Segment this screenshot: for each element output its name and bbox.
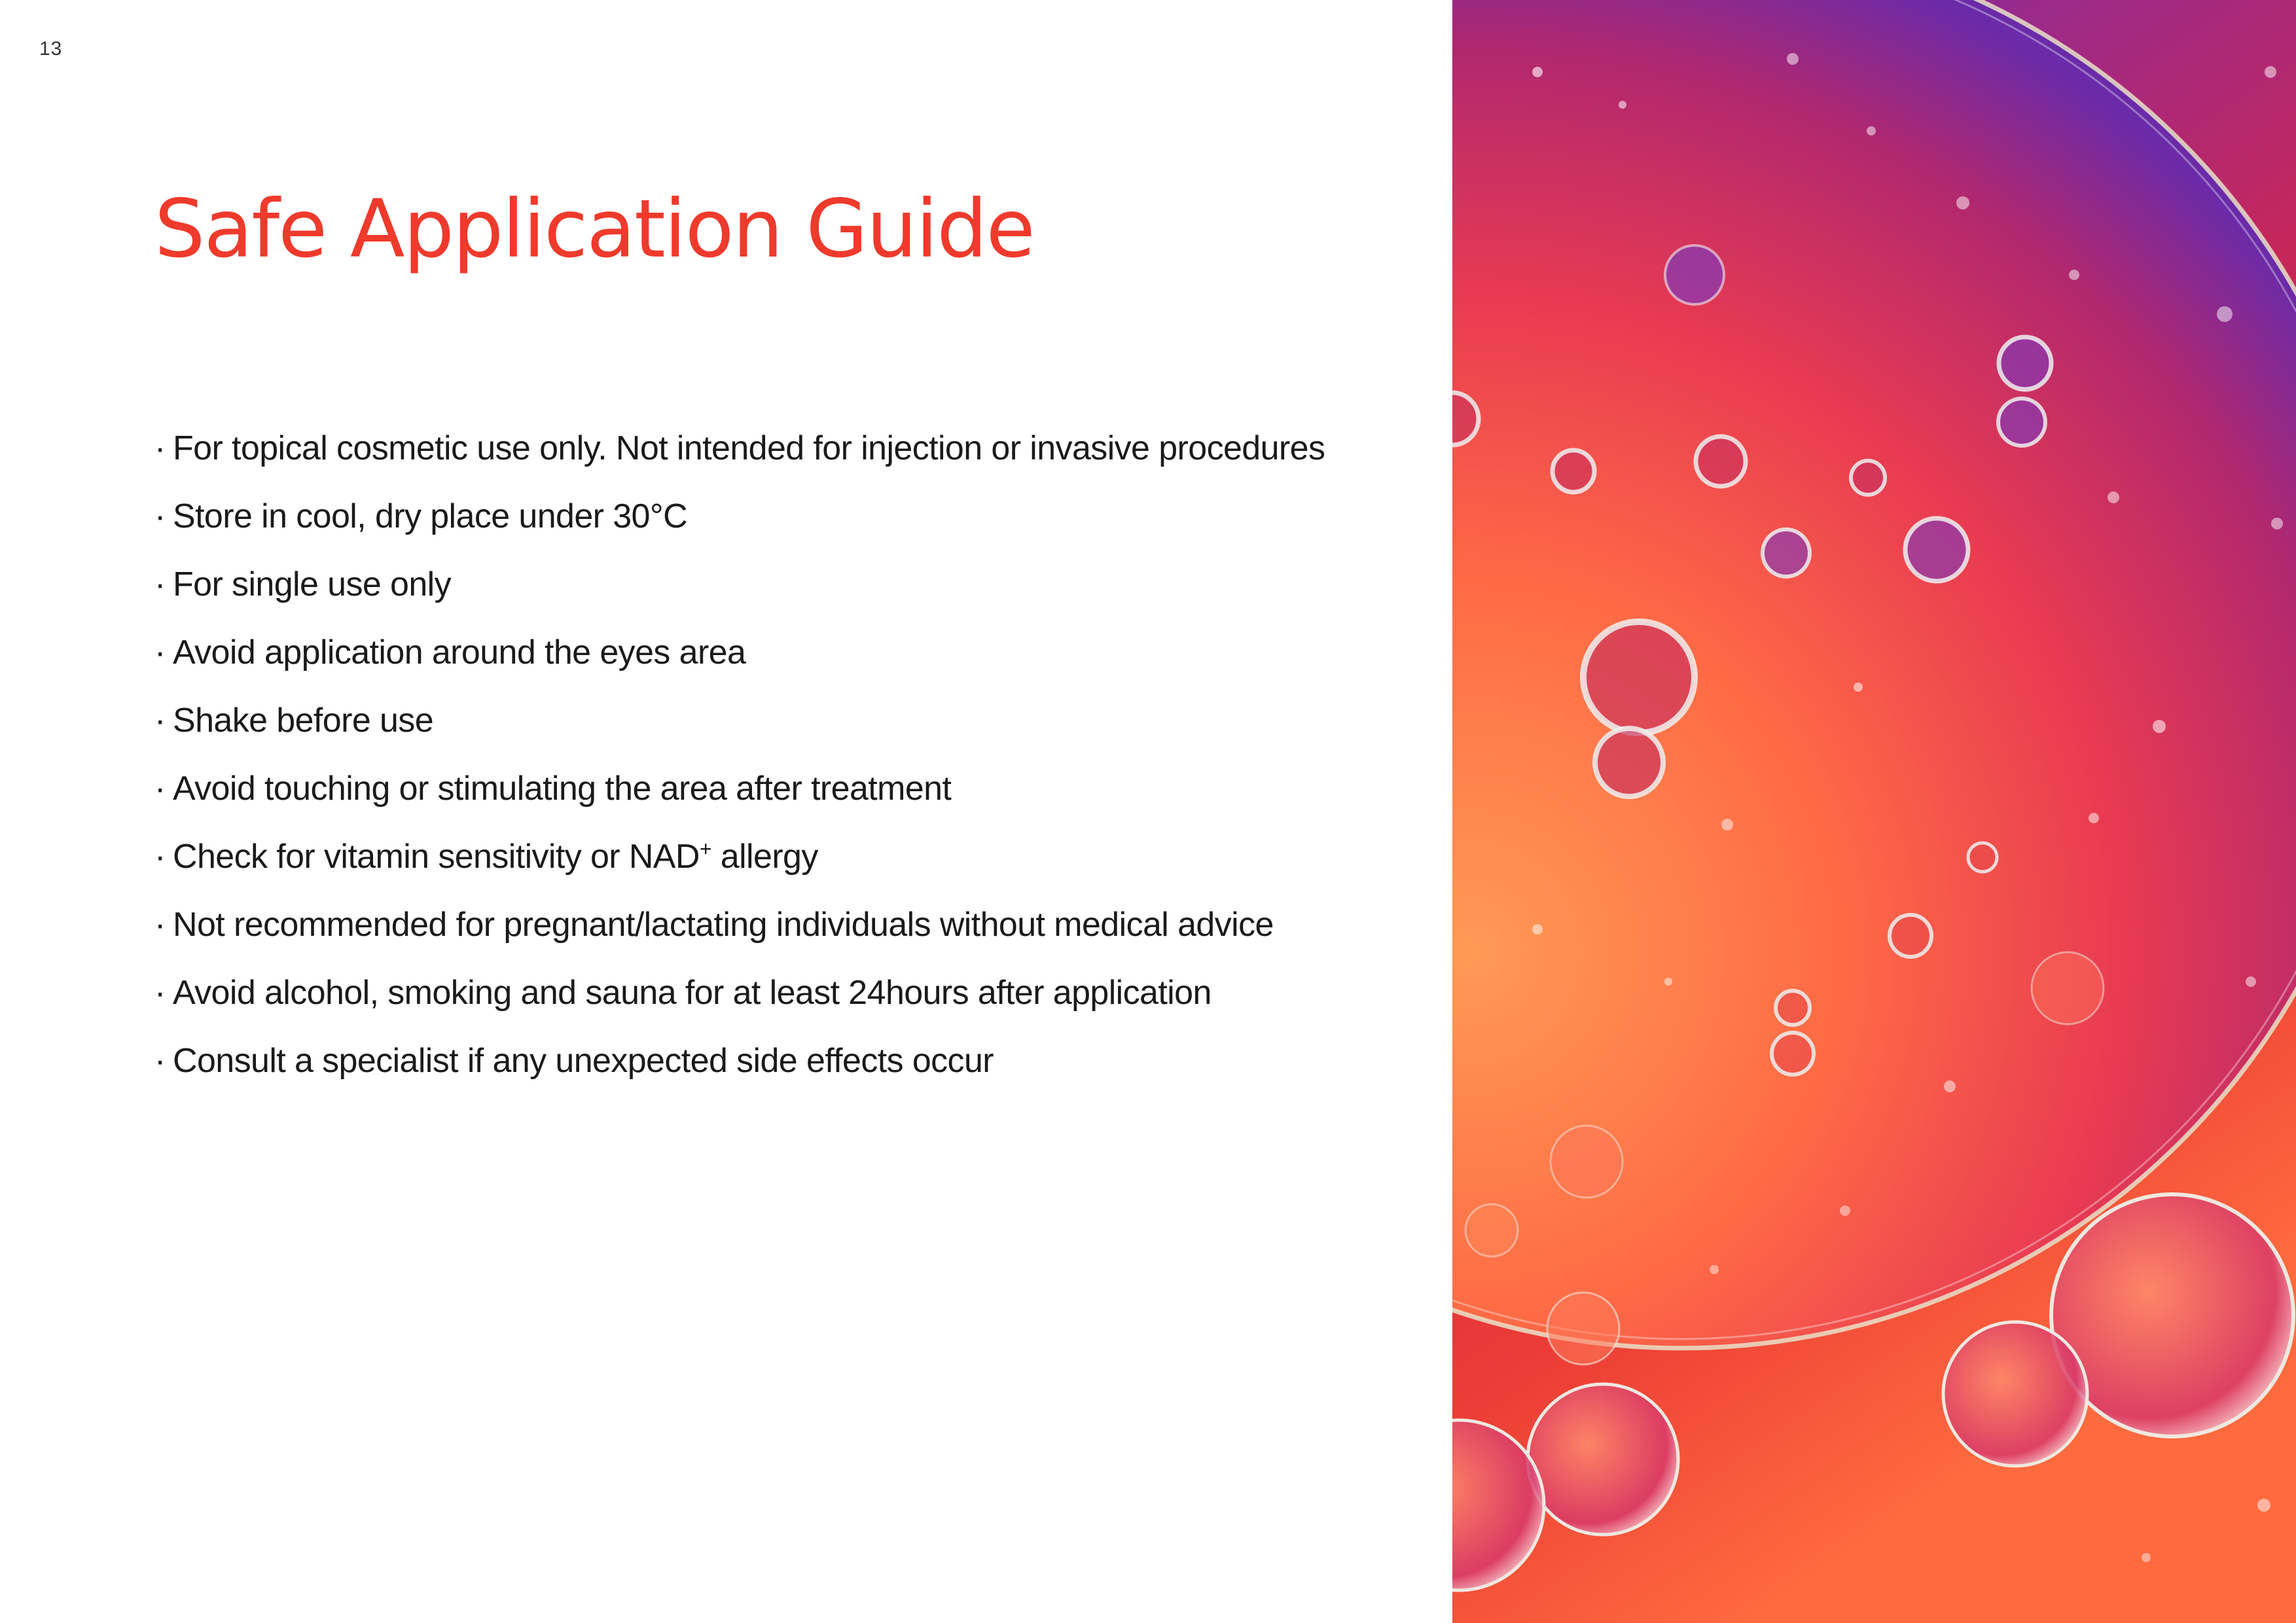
inner-bubble-2: [1595, 728, 1663, 796]
inner-bubble-8: [1763, 529, 1810, 577]
inner-bubble-4: [1696, 437, 1746, 486]
inner-bubble-9: [1851, 461, 1885, 495]
sparkle-bubble: [1854, 683, 1863, 692]
bottom-bubble-left: [1528, 1384, 1678, 1535]
sparkle-bubble: [2265, 66, 2276, 78]
guide-item-text: Avoid alcohol, smoking and sauna for at least 24hours after application: [173, 974, 1211, 1012]
guide-item-text: Consult a specialist if any unexpected side effects occur: [173, 1042, 994, 1080]
inner-bubble-7: [1998, 399, 2045, 446]
sparkle-bubble: [1710, 1265, 1719, 1274]
guide-item-single-use: [154, 556, 1325, 624]
guide-item-text: For topical cosmetic use only. Not intended for injection or invasive procedures: [173, 429, 1325, 467]
sparkle-bubble: [2217, 306, 2233, 322]
sparkle-bubble: [1944, 1080, 1956, 1092]
sparkle-bubble: [2089, 813, 2099, 823]
sparkle-bubble: [2108, 491, 2119, 503]
sparkle-bubble: [1619, 101, 1626, 109]
bubbles-illustration: [1452, 0, 2296, 1623]
superscript-plus: +: [699, 837, 711, 861]
inner-bubble-16: [2032, 952, 2104, 1024]
bullet-dot: ·: [154, 770, 166, 808]
sparkle-bubble: [1721, 819, 1733, 830]
inner-bubble-15: [1551, 1126, 1623, 1198]
bullet-dot: ·: [154, 702, 166, 740]
bullet-dot: ·: [154, 565, 166, 603]
guide-item-avoid-eyes: [154, 624, 1325, 692]
guide-item-text: Avoid touching or stimulating the area after treatment: [173, 770, 952, 808]
guide-item-text: For single use only: [173, 565, 452, 603]
guide-item-allergy-check: [154, 829, 1325, 897]
page-title: Safe Application Guide: [154, 183, 1034, 276]
bullet-dot: ·: [154, 1042, 166, 1080]
inner-bubble-12: [1776, 991, 1810, 1025]
sparkle-bubble: [2257, 1499, 2270, 1512]
bullet-dot: ·: [154, 838, 166, 876]
sparkle-bubble: [1840, 1205, 1850, 1216]
inner-bubble-14: [1547, 1293, 1619, 1364]
sparkle-bubble: [1664, 978, 1672, 986]
inner-bubble-13: [1968, 843, 1997, 872]
sparkle-bubble: [1532, 67, 1543, 77]
sparkle-bubble: [1532, 924, 1543, 935]
bottom-bubble-medium: [1943, 1322, 2087, 1466]
inner-bubble-18: [1465, 1204, 1518, 1257]
bullet-dot: ·: [154, 497, 166, 535]
inner-bubble-17: [1665, 245, 1724, 304]
guide-item-text-start: Check for vitamin sensitivity or NAD: [173, 838, 700, 876]
sparkle-bubble: [2246, 976, 2256, 987]
guide-item-aftercare: [154, 965, 1325, 1033]
inner-bubble-3: [1552, 450, 1594, 492]
safety-guide-list: [154, 420, 1325, 1101]
sparkle-bubble: [1787, 53, 1799, 65]
inner-bubble-10: [1890, 915, 1931, 957]
guide-item-consult: [154, 1033, 1325, 1101]
sparkle-bubble: [2069, 270, 2079, 280]
guide-item-text: Store in cool, dry place under 30°C: [173, 497, 688, 535]
inner-bubble-11: [1772, 1033, 1814, 1075]
guide-item-avoid-touching: [154, 760, 1325, 829]
guide-item-topical-use: [154, 420, 1325, 488]
inner-bubble-1: [1583, 622, 1695, 733]
bullet-dot: ·: [154, 429, 166, 467]
sparkle-bubble: [1867, 126, 1876, 135]
guide-item-pregnancy: [154, 897, 1325, 965]
page-number: 13: [39, 38, 63, 60]
guide-item-text-end: allergy: [711, 838, 818, 876]
guide-item-text: Avoid application around the eyes area: [173, 633, 746, 671]
bullet-dot: ·: [154, 633, 166, 671]
inner-bubble-5: [1905, 518, 1968, 581]
guide-item-text: Not recommended for pregnant/lactating individuals without medical advice: [173, 906, 1274, 944]
inner-bubble-6: [1999, 337, 2051, 389]
bullet-dot: ·: [154, 906, 166, 944]
sparkle-bubble: [1956, 196, 1969, 209]
sparkle-bubble: [2142, 1553, 2151, 1562]
guide-item-text: Shake before use: [173, 702, 434, 740]
guide-item-storage: [154, 488, 1325, 556]
oil-bubbles-photo: [1452, 0, 2296, 1623]
sparkle-bubble: [2271, 518, 2283, 529]
guide-item-shake: [154, 692, 1325, 760]
sparkle-bubble: [2153, 720, 2166, 733]
bullet-dot: ·: [154, 974, 166, 1012]
